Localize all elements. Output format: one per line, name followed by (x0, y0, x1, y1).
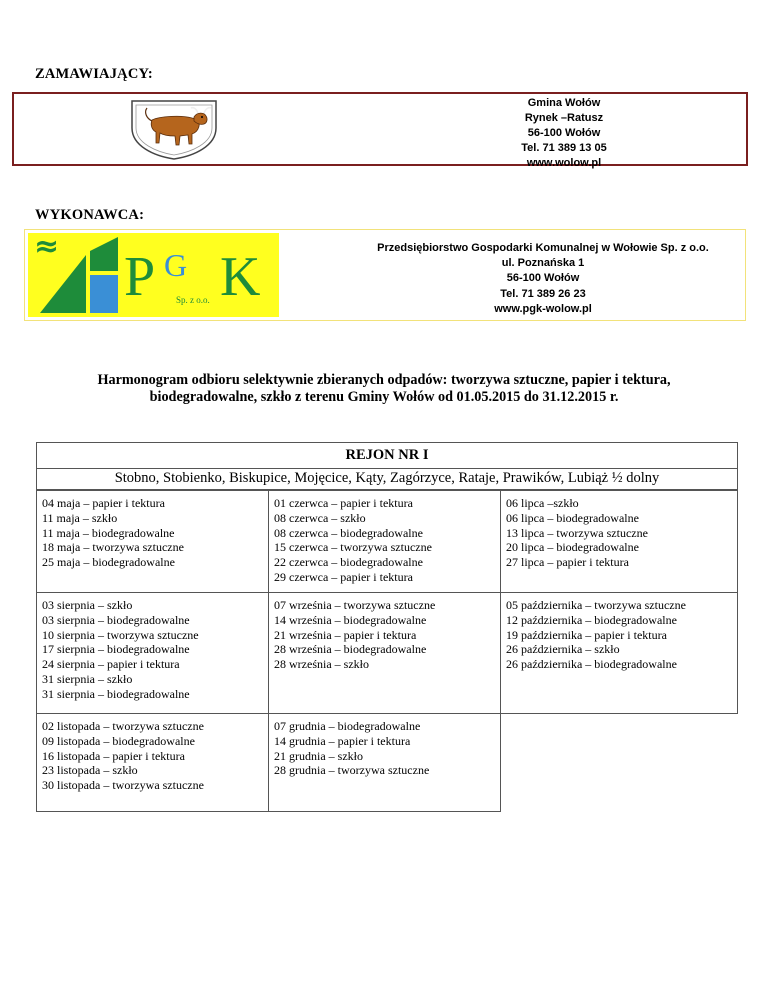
contractor-line: Tel. 71 389 26 23 (500, 287, 586, 300)
pickup-entry: 14 grudnia – papier i tektura (274, 733, 411, 748)
schedule-cell-december (268, 713, 501, 812)
pickup-entry: 14 września – biodegradowalne (274, 612, 427, 627)
pickup-entry: 13 lipca – tworzywa sztuczne (506, 525, 648, 540)
pickup-entry: 22 czerwca – biodegradowalne (274, 555, 423, 570)
schedule-cell-may (36, 490, 269, 593)
pickup-entry: 07 września – tworzywa sztuczne (274, 598, 436, 612)
pickup-entry: 17 sierpnia – biodegradowalne (42, 642, 190, 657)
pickup-entry: 28 września – biodegradowalne (274, 642, 427, 657)
pickup-entry: 03 sierpnia – biodegradowalne (42, 612, 190, 627)
pickup-entry: 24 sierpnia – papier i tektura (42, 657, 180, 672)
wave-icon: ≈ (34, 229, 60, 264)
contractor-label: WYKONAWCA: (35, 207, 145, 223)
pickup-entry: 21 grudnia – szkło (274, 748, 363, 763)
pickup-entry: 23 listopada – szkło (42, 763, 138, 778)
bull-coat-of-arms-icon (130, 98, 218, 160)
schedule-title-line: biodegradowalne, szkło z terenu Gminy Wołów od 01.05.2015 do 31.12.2015 r. (149, 389, 619, 405)
pickup-entry: 09 listopada – biodegradowalne (42, 733, 195, 748)
contractor-line: Przedsiębiorstwo Gospodarki Komunalnej w Wołowie Sp. z o.o. (377, 242, 709, 254)
pickup-entry: 12 października – biodegradowalne (506, 612, 677, 627)
pickup-entry: 08 czerwca – szkło (274, 510, 366, 525)
pickup-entry: 10 sierpnia – tworzywa sztuczne (42, 627, 199, 642)
schedule-cell-october (500, 592, 738, 714)
schedule-title-line: Harmonogram odbioru selektywnie zbieranych odpadów: tworzywa sztuczne, papier i tektura, (97, 372, 671, 388)
region-header (36, 442, 738, 490)
pickup-entry: 15 czerwca – tworzywa sztuczne (274, 540, 432, 555)
pickup-entry: 26 października – szkło (506, 642, 620, 657)
pickup-entry: 06 lipca – biodegradowalne (506, 510, 639, 525)
ordering-line: 56-100 Wołów (527, 127, 601, 139)
pickup-entry: 07 grudnia – biodegradowalne (274, 719, 421, 733)
contractor-address (343, 241, 743, 317)
contractor-box (24, 229, 746, 321)
ordering-address (374, 96, 754, 171)
pickup-entry: 05 października – tworzywa sztuczne (506, 598, 686, 612)
pickup-entry: 20 lipca – biodegradowalne (506, 540, 639, 555)
schedule-title (60, 372, 708, 406)
contractor-line: ul. Poznańska 1 (501, 257, 585, 270)
pickup-entry: 16 listopada – papier i tektura (42, 748, 185, 763)
region-title: REJON NR I (345, 447, 429, 463)
pickup-entry: 08 czerwca – biodegradowalne (274, 525, 423, 540)
pickup-entry: 02 listopada – tworzywa sztuczne (42, 719, 204, 733)
pickup-entry: 01 czerwca – papier i tektura (274, 496, 413, 510)
pickup-entry: 25 maja – biodegradowalne (42, 555, 175, 570)
schedule-cell-september (268, 592, 501, 714)
contractor-line: 56-100 Wołów (506, 272, 580, 285)
logo-letter-g: G (164, 247, 188, 283)
region-divider (37, 468, 737, 469)
pickup-entry: 06 lipca –szkło (506, 496, 579, 510)
pickup-entry: 28 grudnia – tworzywa sztuczne (274, 763, 430, 778)
ordering-line: Gmina Wołów (527, 97, 601, 109)
pickup-entry: 19 października – papier i tektura (506, 627, 667, 642)
pickup-entry: 27 lipca – papier i tektura (506, 555, 629, 570)
pickup-entry: 31 sierpnia – szkło (42, 671, 133, 686)
pickup-entry: 28 września – szkło (274, 657, 369, 672)
region-places: Stobno, Stobienko, Biskupice, Mojęcice, Kąty, Zagórzyce, Rataje, Prawików, Lubiąż ½ dolny (114, 470, 660, 486)
schedule-cell-july (500, 490, 738, 593)
pickup-entry: 31 sierpnia – biodegradowalne (42, 686, 190, 701)
logo-letter-k: K (220, 246, 261, 308)
pickup-entry: 11 maja – szkło (42, 510, 118, 525)
pickup-entry: 18 maja – tworzywa sztuczne (42, 540, 184, 555)
ordering-party-box (12, 92, 748, 169)
pickup-entry: 21 września – papier i tektura (274, 627, 417, 642)
pickup-entry: 26 października – biodegradowalne (506, 657, 677, 672)
pickup-entry: 29 czerwca – papier i tektura (274, 569, 413, 584)
schedule-cell-august (36, 592, 269, 714)
pickup-entry: 03 sierpnia – szkło (42, 598, 133, 612)
ordering-line: Rynek –Ratusz (524, 112, 604, 124)
schedule-cell-june (268, 490, 501, 593)
pickup-entry: 04 maja – papier i tektura (42, 496, 165, 510)
ordering-label: ZAMAWIAJĄCY: (35, 66, 153, 82)
schedule-cell-november (36, 713, 269, 812)
contractor-line: www.pgk-wolow.pl (494, 302, 592, 315)
ordering-line: Tel. 71 389 13 05 (521, 142, 607, 154)
ordering-line: www.wolow.pl (526, 157, 602, 169)
pickup-entry: 30 listopada – tworzywa sztuczne (42, 778, 204, 793)
pickup-entry: 11 maja – biodegradowalne (42, 525, 175, 540)
logo-letter-p: P (124, 246, 156, 308)
pgk-logo (28, 229, 279, 317)
logo-suffix: Sp. z o.o. (176, 295, 210, 305)
